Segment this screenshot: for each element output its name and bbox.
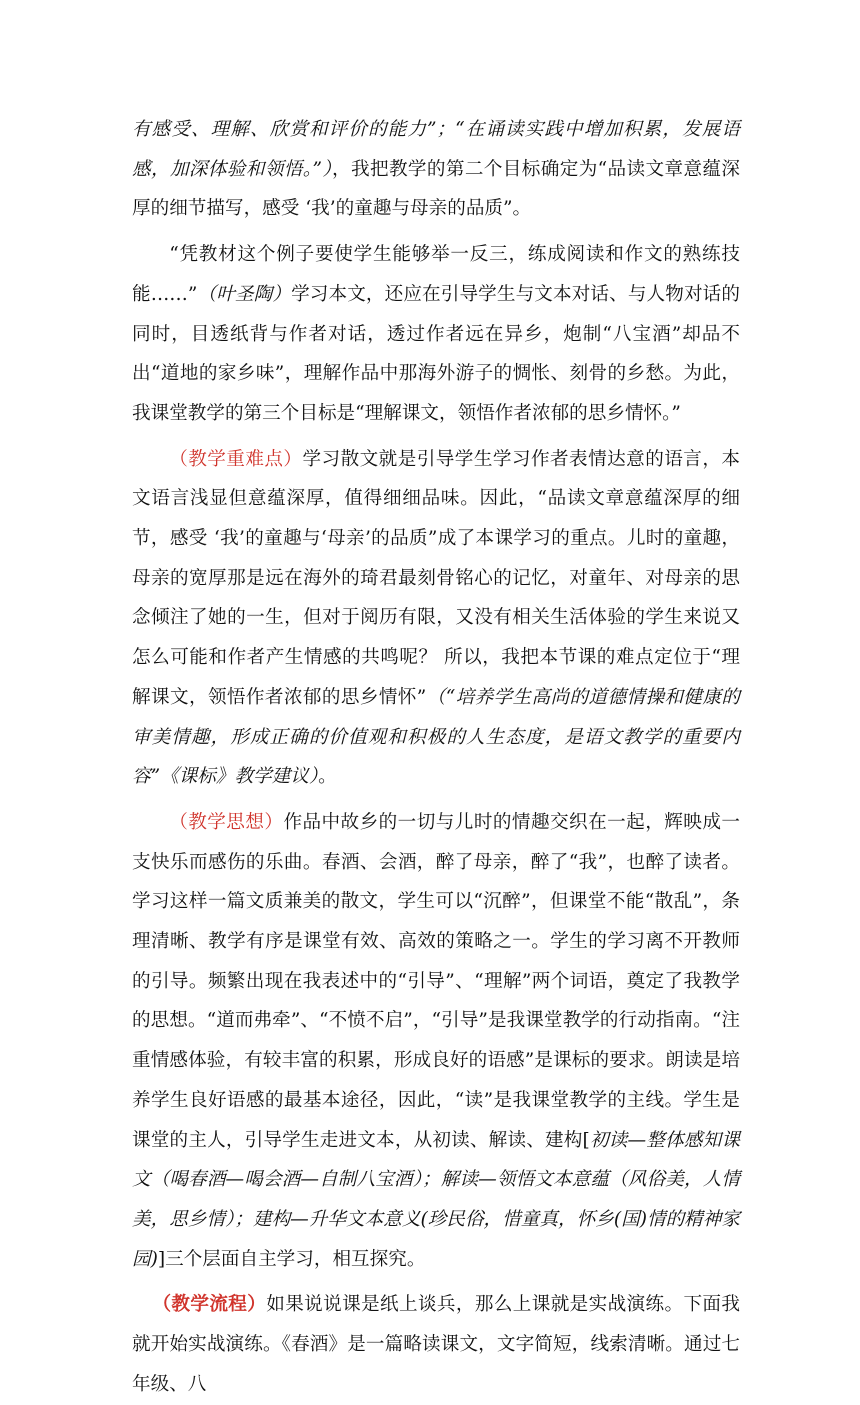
document-body — [132, 110, 740, 1405]
reading-stages: 初读—整体感知课文（喝春酒—喝会酒—自制八宝酒）；解读—领悟文本意蕴（风俗美，人情美，思乡情）；建构—升华文本意义(珍民俗，惜童真，怀乡(国)情的精神家园) — [132, 1129, 740, 1270]
paragraph-text: 学习散文就是引导学生学习作者表情达意的语言，本文语言浅显但意蕴深厚，值得细细品味。因此，“品读文章意蕴深厚的细节，感受 ‘我’的童趣与‘母亲’的品质”成了本课学习的重点。儿时的童趣，母亲的宽厚那是远在海外的琦君最刻骨铭心的记忆，对童年、对母亲的思念倾注了她的一生，但对于阅历有限，又没有相关生活体验的学生来说又怎么可能和作者产生情感的共鸣呢？ 所以，我把本节课的难点定位于“理解课文，领悟作者浓郁的思乡情怀” — [132, 448, 740, 708]
citation-author: （叶圣陶） — [197, 283, 292, 305]
section-label: （教学思想） — [169, 811, 284, 833]
section-label: （教学重难点） — [169, 448, 303, 470]
section-label: （教学流程） — [152, 1294, 267, 1316]
curriculum-quote: 有感受、理解、欣赏和评价的能力”；“在诵读实践中增加积累，发展语感，加深体验和领悟。”） — [132, 119, 740, 180]
paragraph-end: ]三个层面自主学习，相互探究。 — [157, 1248, 426, 1270]
paragraph-end: 。 — [318, 766, 337, 788]
paragraph-goal-2 — [132, 110, 740, 229]
paragraph-teaching-idea — [132, 803, 740, 1279]
paragraph-key-difficult-points — [132, 440, 740, 797]
curriculum-quote: （“培养学生高尚的道德情操和健康的审美情趣，形成正确的价值观和积极的人生态度，是语文教学的重要内容”《课标》教学建议） — [132, 686, 740, 788]
paragraph-text: “凭教材这个例子要使学生能够举一反三，练成阅读和作文的熟练技能……” — [132, 244, 740, 305]
paragraph-goal-3 — [132, 235, 740, 434]
paragraph-text: 学习本文，还应在引导学生与文本对话、与人物对话的同时，目透纸背与作者对话，透过作者远在异乡，炮制“八宝酒”却品不出“道地的家乡味”，理解作品中那海外游子的惆怅、刻骨的乡愁。为此，我课堂教学的第三个目标是“理解课文，领悟作者浓郁的思乡情怀。” — [132, 283, 740, 424]
paragraph-text: 作品中故乡的一切与儿时的情趣交织在一起，辉映成一支快乐而感伤的乐曲。春酒、会酒，醉了母亲，醉了“我”，也醉了读者。学习这样一篇文质兼美的散文，学生可以“沉醉”，但课堂不能“散乱”，条理清晰、教学有序是课堂有效、高效的策略之一。学生的学习离不开教师的引导。频繁出现在我表述中的“引导”、“理解”两个词语，奠定了我教学的思想。“道而弗牵”、“不愤不启”，“引导”是我课堂教学的行动指南。“注重情感体验，有较丰富的积累，形成良好的语感”是课标的要求。朗读是培养学生良好语感的最基本途径，因此，“读”是我课堂教学的主线。学生是课堂的主人，引导学生走进文本，从初读、解读、建构[ — [132, 811, 740, 1151]
paragraph-text: ，我把教学的第二个目标确定为“品读文章意蕴深厚的细节描写，感受 ‘我’的童趣与母亲的品质”。 — [132, 158, 740, 220]
paragraph-teaching-process — [132, 1285, 740, 1404]
paragraph-text: 如果说说课是纸上谈兵，那么上课就是实战演练。下面我就开始实战演练。《春酒》是一篇略读课文，文字简短，线索清晰。通过七年级、八 — [132, 1294, 740, 1395]
